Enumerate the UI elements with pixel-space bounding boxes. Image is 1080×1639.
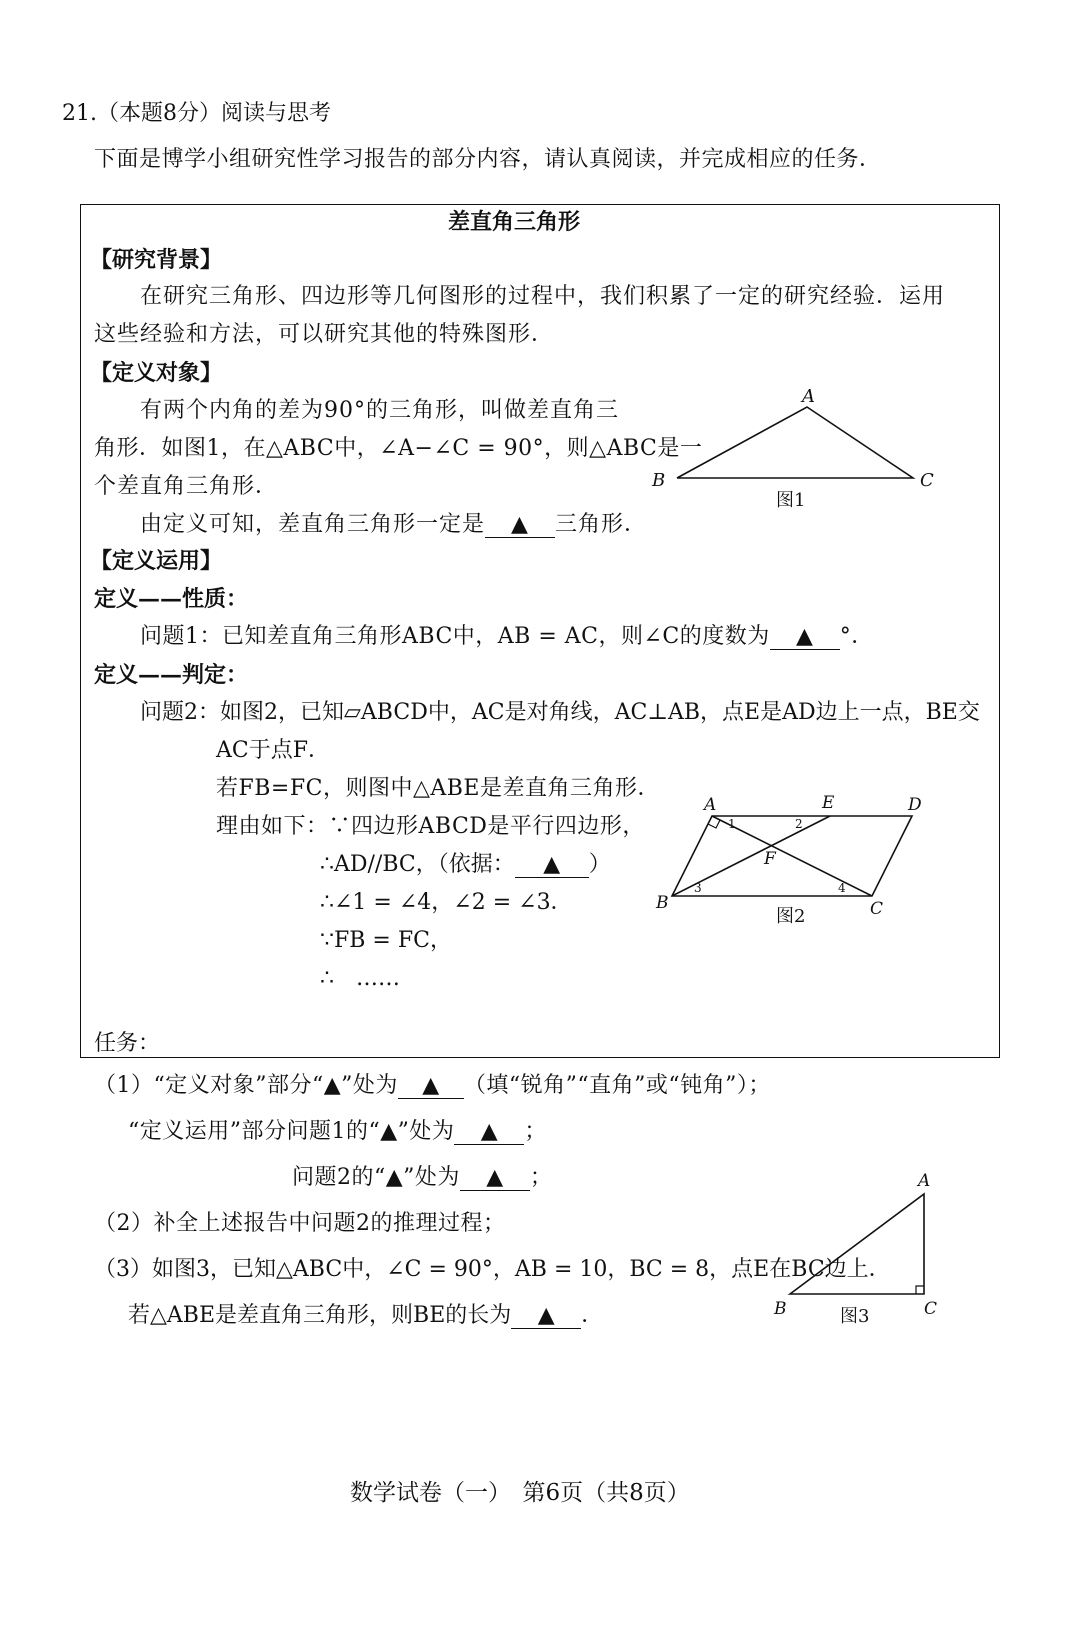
problem1-before: 问题1：已知差直角三角形ABC中，AB = AC，则∠C的度数为 (140, 624, 770, 649)
problem2-line2: AC于点F． (216, 738, 330, 763)
task1-line1-before: （1）“定义对象”部分“▲”处为 (94, 1073, 398, 1098)
definition-blank: ▲ (485, 513, 555, 538)
proof-step2: ∴∠1 = ∠4，∠2 = ∠3． (320, 890, 573, 915)
definition-line4-after: 三角形． (555, 512, 648, 537)
task1-line2 (128, 1118, 547, 1146)
task1-line1-after: （填“锐角”“直角”或“钝角”）； (463, 1073, 771, 1098)
question-intro: 下面是博学小组研究性学习报告的部分内容，请认真阅读，并完成相应的任务． (94, 147, 882, 172)
task3-line2-after: ． (581, 1303, 604, 1328)
task3-line2-before: 若△ABE是差直角三角形，则BE的长为 (128, 1303, 512, 1328)
fig3-label-b: B (774, 1299, 787, 1319)
task1-line3-before: 问题2的“▲”处为 (292, 1165, 460, 1190)
fig2-angle-3: 3 (694, 881, 702, 895)
tasks-heading: 任务： (94, 1031, 161, 1056)
task1-line2-before: “定义运用”部分问题1的“▲”处为 (128, 1119, 455, 1144)
task1-line1 (94, 1072, 771, 1100)
problem1-after: °． (839, 624, 874, 649)
fig3-right-angle-mark (916, 1286, 924, 1294)
fig1-label-c: C (920, 470, 934, 491)
background-line2: 这些经验和方法，可以研究其他的特殊图形． (94, 322, 555, 347)
fig1-caption: 图1 (776, 490, 806, 511)
report-title: 差直角三角形 (448, 209, 581, 235)
proof-step1-blank: ▲ (515, 853, 589, 878)
background-line1: 在研究三角形、四边形等几何图形的过程中，我们积累了一定的研究经验．运用 (140, 284, 946, 309)
fig3-caption: 图3 (840, 1306, 870, 1327)
fig2-label-f: F (764, 849, 776, 869)
fig2-angle-4: 4 (838, 881, 846, 895)
fig2-label-b: B (656, 893, 669, 913)
fig1-label-a: A (802, 386, 815, 407)
fig2-caption: 图2 (776, 906, 806, 927)
fig3-triangle (790, 1194, 924, 1294)
definition-line4-before: 由定义可知，差直角三角形一定是 (140, 512, 486, 537)
figure-3 (768, 1166, 968, 1336)
proof-step1-before: ∴AD//BC，（依据： (320, 852, 515, 877)
question-header: 21.（本题8分）阅读与思考 (62, 101, 331, 126)
problem2-reason: 理由如下：∵四边形ABCD是平行四边形， (216, 814, 645, 839)
fig1-triangle (677, 407, 913, 478)
task1-line2-after: ； (524, 1119, 547, 1144)
problem2-claim: 若FB=FC，则图中△ABE是差直角三角形． (216, 776, 660, 801)
definition-line3: 个差直角三角形． (94, 474, 279, 499)
background-heading: 【研究背景】 (90, 247, 223, 273)
judgement-heading: 定义——判定： (94, 662, 249, 688)
fig2-label-d: D (908, 795, 922, 815)
definition-line2: 角形．如图1，在△ABC中，∠A−∠C = 90°，则△ABC是一 (94, 436, 703, 461)
task1-line3-after: ； (529, 1165, 553, 1190)
task3-line1: （3）如图3，已知△ABC中，∠C = 90°，AB = 10，BC = 8，点E在BC边上． (94, 1257, 891, 1282)
fig2-label-a: A (704, 795, 717, 815)
task3-line2-blank: ▲ (511, 1304, 581, 1329)
fig2-angle-2: 2 (795, 817, 803, 831)
definition-line4 (140, 511, 647, 539)
figure-2 (650, 790, 950, 950)
fig1-label-b: B (652, 470, 666, 491)
fig3-label-c: C (924, 1299, 938, 1319)
task1-line3 (292, 1164, 552, 1192)
fig2-label-e: E (822, 793, 835, 813)
page-footer: 数学试卷（一） 第6页（共8页） (350, 1480, 690, 1506)
problem1-blank: ▲ (770, 625, 840, 650)
task1-line1-blank: ▲ (398, 1074, 464, 1099)
task3-line2 (128, 1302, 603, 1330)
fig2-label-c: C (870, 899, 884, 919)
fig3-label-a: A (918, 1171, 931, 1191)
figure-1 (650, 380, 950, 515)
proof-step3: ∵FB = FC， (320, 928, 452, 953)
fig2-angle-1: 1 (728, 817, 736, 831)
fig2-diagonal-ac (712, 816, 872, 896)
task1-line2-blank: ▲ (454, 1120, 524, 1145)
definition-line1: 有两个内角的差为90°的三角形，叫做差直角三 (140, 398, 619, 423)
problem1-line (140, 623, 874, 651)
proof-step1 (320, 851, 611, 879)
definition-heading: 【定义对象】 (90, 360, 223, 386)
proof-step1-after: ） (588, 852, 611, 877)
task2: （2）补全上述报告中问题2的推理过程； (94, 1211, 506, 1236)
task1-line3-blank: ▲ (460, 1166, 530, 1191)
property-heading: 定义——性质： (94, 586, 249, 612)
proof-step4: ∴ …… (320, 966, 400, 991)
application-heading: 【定义运用】 (90, 548, 223, 574)
problem2-line1: 问题2：如图2，已知▱ABCD中，AC是对角线，AC⊥AB，点E是AD边上一点，BE交 (140, 700, 980, 725)
